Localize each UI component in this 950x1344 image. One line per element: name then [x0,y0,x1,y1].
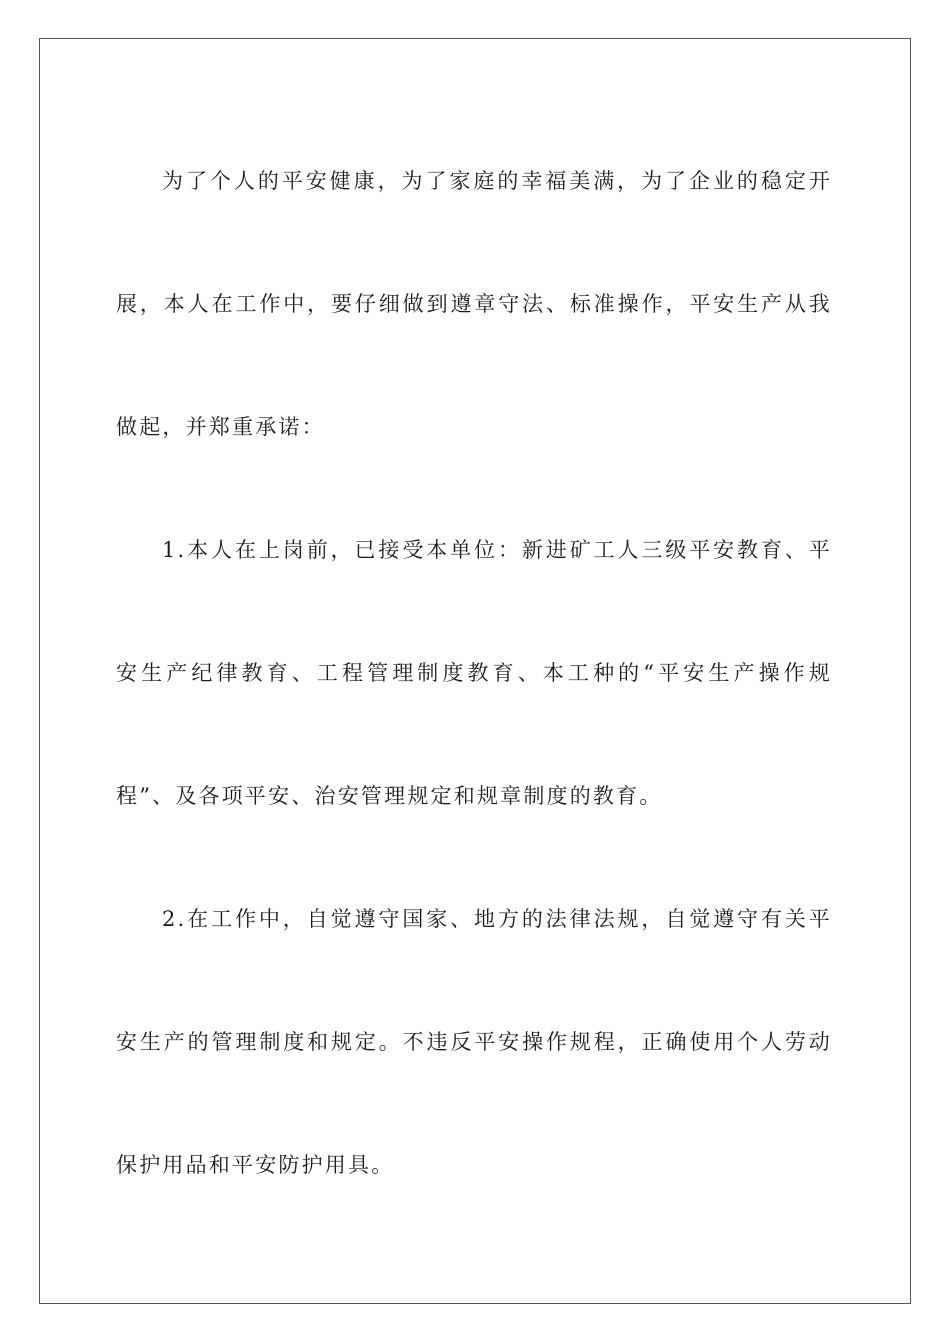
document-body [116,120,832,1227]
paragraph-item-2: 2.在工作中，自觉遵守国家、地方的法律法规，自觉遵守有关平安生产的管理制度和规定。不违反平安操作规程，正确使用个人劳动保护用品和平安防护用具。 [116,907,832,1177]
paragraph-intro: 为了个人的平安健康，为了家庭的幸福美满，为了企业的稳定开展，本人在工作中，要仔细做到遵章守法、标准操作，平安生产从我做起，并郑重承诺： [116,169,832,439]
paragraph-item-1: 1.本人在上岗前，已接受本单位：新进矿工人三级平安教育、平安生产纪律教育、工程管理制度教育、本工种的“平安生产操作规程”、及各项平安、治安管理规定和规章制度的教育。 [116,538,832,808]
